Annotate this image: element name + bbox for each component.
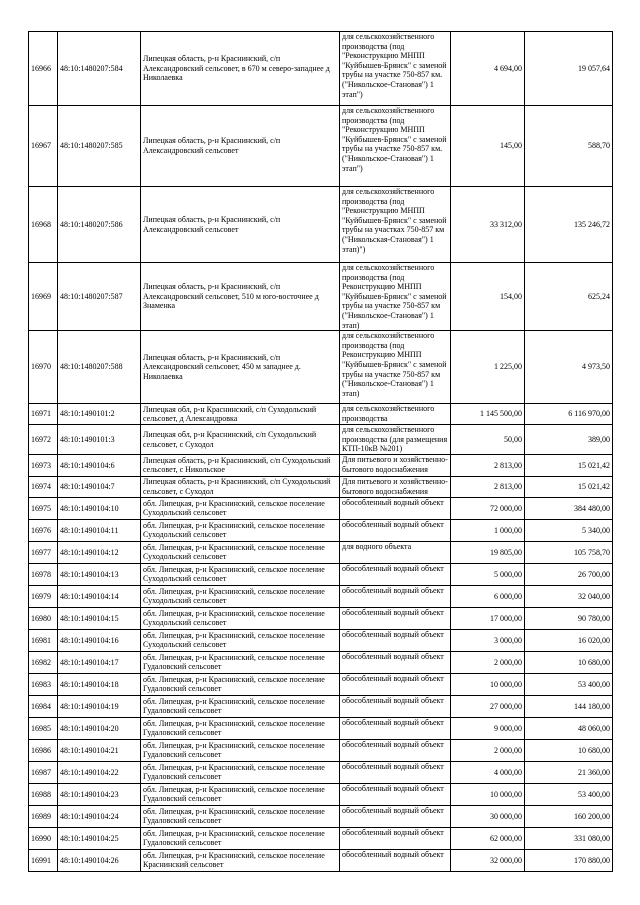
cadastral-value-cell: 5 340,00 <box>525 519 613 541</box>
permitted-use-cell: обособленный водный объект <box>340 717 451 739</box>
table-row <box>29 404 613 425</box>
area-cell: 1 000,00 <box>451 519 525 541</box>
area-cell: 6 000,00 <box>451 585 525 607</box>
cadastral-number-cell: 48:10:1490104:21 <box>58 739 141 761</box>
cadastral-number-cell: 48:10:1490104:22 <box>58 761 141 783</box>
area-cell: 2 813,00 <box>451 476 525 497</box>
cadastral-value-cell: 135 246,72 <box>525 187 613 263</box>
row-number-cell: 16974 <box>29 476 58 497</box>
table-row <box>29 541 613 563</box>
area-cell: 72 000,00 <box>451 497 525 519</box>
cadastral-number-cell: 48:10:1490104:24 <box>58 805 141 827</box>
area-cell: 32 000,00 <box>451 849 525 871</box>
cadastral-value-cell: 4 973,50 <box>525 331 613 404</box>
area-cell: 10 000,00 <box>451 783 525 805</box>
area-cell: 4 000,00 <box>451 761 525 783</box>
row-number-cell: 16966 <box>29 32 58 106</box>
address-cell: Липецкая область, р-н Краснинский, с/п Суходольский сельсовет, с Никольское <box>141 454 340 476</box>
row-number-cell: 16982 <box>29 651 58 673</box>
cadastral-value-cell: 19 057,64 <box>525 32 613 106</box>
permitted-use-cell: обособленный водный объект <box>340 651 451 673</box>
cadastral-value-cell: 10 680,00 <box>525 739 613 761</box>
permitted-use-cell: обособленный водный объект <box>340 805 451 827</box>
permitted-use-cell: для сельскохозяйственного производства (под Реконструкцию МНПП "Куйбышев-Брянск" с заменой трубы на участке 750-857 км ("Никольское-Становая") 1 этап) <box>340 331 451 404</box>
row-number-cell: 16991 <box>29 849 58 871</box>
cadastral-number-cell: 48:10:1480207:588 <box>58 331 141 404</box>
address-cell: обл. Липецкая, р-н Краснинский, сельское поселение Гудаловский сельсовет <box>141 783 340 805</box>
cadastral-value-cell: 384 480,00 <box>525 497 613 519</box>
cadastral-value-cell: 16 020,00 <box>525 629 613 651</box>
row-number-cell: 16976 <box>29 519 58 541</box>
cadastral-value-cell: 53 400,00 <box>525 673 613 695</box>
cadastral-number-cell: 48:10:1490104:17 <box>58 651 141 673</box>
cadastral-number-cell: 48:10:1480207:586 <box>58 187 141 263</box>
row-number-cell: 16975 <box>29 497 58 519</box>
permitted-use-cell: для водного объекта <box>340 541 451 563</box>
cadastral-number-cell: 48:10:1480207:585 <box>58 106 141 187</box>
table-row <box>29 585 613 607</box>
table-row <box>29 761 613 783</box>
cadastral-number-cell: 48:10:1490104:15 <box>58 607 141 629</box>
area-cell: 2 000,00 <box>451 651 525 673</box>
row-number-cell: 16969 <box>29 263 58 331</box>
address-cell: Липецкая обл, р-н Краснинский, с/п Суходольский сельсовет, с Суходол <box>141 425 340 455</box>
permitted-use-cell: Для питьевого и хозяйственно-бытового водоснабжения <box>340 476 451 497</box>
area-cell: 1 225,00 <box>451 331 525 404</box>
row-number-cell: 16985 <box>29 717 58 739</box>
table-row <box>29 607 613 629</box>
address-cell: Липецкая область, р-н Краснинский, с/п Александровский сельсовет, 450 м западнее д. Николаевка <box>141 331 340 404</box>
row-number-cell: 16973 <box>29 454 58 476</box>
cadastral-value-cell: 15 021,42 <box>525 454 613 476</box>
area-cell: 4 694,00 <box>451 32 525 106</box>
table-row <box>29 849 613 871</box>
permitted-use-cell: обособленный водный объект <box>340 563 451 585</box>
address-cell: обл. Липецкая, р-н Краснинский, сельское поселение Гудаловский сельсовет <box>141 695 340 717</box>
area-cell: 17 000,00 <box>451 607 525 629</box>
permitted-use-cell: обособленный водный объект <box>340 761 451 783</box>
table-body <box>29 32 613 872</box>
cadastral-number-cell: 48:10:1490101:2 <box>58 404 141 425</box>
table-row <box>29 263 613 331</box>
table-row <box>29 739 613 761</box>
cadastral-number-cell: 48:10:1490104:7 <box>58 476 141 497</box>
table-row <box>29 454 613 476</box>
permitted-use-cell: для сельскохозяйственного производства (под "Реконструкцию МНПП "Куйбышев-Брянск" с заменой трубы на участке 750-857 км. ("Никольское-Становая") 1 этап") <box>340 106 451 187</box>
cadastral-value-cell: 170 880,00 <box>525 849 613 871</box>
address-cell: Липецкая область, р-н Краснинский, с/п Суходольский сельсовет, с Суходол <box>141 476 340 497</box>
cadastral-number-cell: 48:10:1490104:26 <box>58 849 141 871</box>
row-number-cell: 16970 <box>29 331 58 404</box>
table-row <box>29 805 613 827</box>
area-cell: 1 145 500,00 <box>451 404 525 425</box>
permitted-use-cell: обособленный водный объект <box>340 739 451 761</box>
permitted-use-cell: для сельскохозяйственного производства (под Реконструкцию МНПП "Куйбышев-Брянск" с заменой трубы на участке 750-857 км ("Никольское-Становая") 1 этап) <box>340 263 451 331</box>
cadastral-number-cell: 48:10:1490104:13 <box>58 563 141 585</box>
cadastral-value-cell: 21 360,00 <box>525 761 613 783</box>
cadastral-number-cell: 48:10:1490104:6 <box>58 454 141 476</box>
cadastral-value-cell: 32 040,00 <box>525 585 613 607</box>
area-cell: 10 000,00 <box>451 673 525 695</box>
address-cell: обл. Липецкая, р-н Краснинский, сельское поселение Суходольский сельсовет <box>141 497 340 519</box>
address-cell: обл. Липецкая, р-н Краснинский, сельское поселение Суходольский сельсовет <box>141 563 340 585</box>
land-parcels-table <box>28 31 613 872</box>
row-number-cell: 16984 <box>29 695 58 717</box>
table-row <box>29 673 613 695</box>
cadastral-number-cell: 48:10:1490104:10 <box>58 497 141 519</box>
cadastral-number-cell: 48:10:1490104:19 <box>58 695 141 717</box>
table-row <box>29 32 613 106</box>
table-row <box>29 629 613 651</box>
address-cell: обл. Липецкая, р-н Краснинский, сельское поселение Гудаловский сельсовет <box>141 717 340 739</box>
address-cell: Липецкая обл, р-н Краснинский, с/п Суходольский сельсовет, д Александровка <box>141 404 340 425</box>
cadastral-value-cell: 26 700,00 <box>525 563 613 585</box>
permitted-use-cell: обособленный водный объект <box>340 783 451 805</box>
cadastral-value-cell: 105 758,70 <box>525 541 613 563</box>
permitted-use-cell: обособленный водный объект <box>340 519 451 541</box>
permitted-use-cell: для сельскохозяйственного производства <box>340 404 451 425</box>
table-row <box>29 187 613 263</box>
cadastral-value-cell: 10 680,00 <box>525 651 613 673</box>
cadastral-number-cell: 48:10:1490101:3 <box>58 425 141 455</box>
table-row <box>29 651 613 673</box>
cadastral-value-cell: 90 780,00 <box>525 607 613 629</box>
address-cell: Липецкая область, р-н Краснинский, с/п Александровский сельсовет, в 670 м северо-западнее д Николаевка <box>141 32 340 106</box>
table-row <box>29 783 613 805</box>
area-cell: 33 312,00 <box>451 187 525 263</box>
cadastral-number-cell: 48:10:1490104:14 <box>58 585 141 607</box>
row-number-cell: 16977 <box>29 541 58 563</box>
cadastral-number-cell: 48:10:1490104:20 <box>58 717 141 739</box>
address-cell: обл. Липецкая, р-н Краснинский, сельское поселение Краснинский сельсовет <box>141 849 340 871</box>
table-row <box>29 425 613 455</box>
address-cell: обл. Липецкая, р-н Краснинский, сельское поселение Суходольский сельсовет <box>141 585 340 607</box>
permitted-use-cell: обособленный водный объект <box>340 673 451 695</box>
permitted-use-cell: обособленный водный объект <box>340 585 451 607</box>
cadastral-value-cell: 588,70 <box>525 106 613 187</box>
table-row <box>29 519 613 541</box>
address-cell: обл. Липецкая, р-н Краснинский, сельское поселение Гудаловский сельсовет <box>141 651 340 673</box>
cadastral-value-cell: 160 200,00 <box>525 805 613 827</box>
area-cell: 145,00 <box>451 106 525 187</box>
row-number-cell: 16988 <box>29 783 58 805</box>
table-row <box>29 717 613 739</box>
cadastral-number-cell: 48:10:1490104:12 <box>58 541 141 563</box>
cadastral-number-cell: 48:10:1480207:584 <box>58 32 141 106</box>
row-number-cell: 16990 <box>29 827 58 849</box>
cadastral-value-cell: 48 060,00 <box>525 717 613 739</box>
row-number-cell: 16980 <box>29 607 58 629</box>
cadastral-value-cell: 389,00 <box>525 425 613 455</box>
area-cell: 50,00 <box>451 425 525 455</box>
permitted-use-cell: обособленный водный объект <box>340 695 451 717</box>
address-cell: обл. Липецкая, р-н Краснинский, сельское поселение Гудаловский сельсовет <box>141 827 340 849</box>
cadastral-number-cell: 48:10:1490104:16 <box>58 629 141 651</box>
cadastral-value-cell: 331 080,00 <box>525 827 613 849</box>
cadastral-number-cell: 48:10:1490104:23 <box>58 783 141 805</box>
row-number-cell: 16986 <box>29 739 58 761</box>
row-number-cell: 16978 <box>29 563 58 585</box>
cadastral-number-cell: 48:10:1490104:11 <box>58 519 141 541</box>
area-cell: 2 000,00 <box>451 739 525 761</box>
table-row <box>29 476 613 497</box>
permitted-use-cell: Для питьевого и хозяйственно-бытового водоснабжения <box>340 454 451 476</box>
permitted-use-cell: для сельскохозяйственного производства (под "Реконструкцию МНПП "Куйбышев-Брянск" с заменой трубы на участках 750-857 км ("Никольская-Становая") 1 этап)") <box>340 187 451 263</box>
cadastral-value-cell: 53 400,00 <box>525 783 613 805</box>
table-row <box>29 695 613 717</box>
row-number-cell: 16981 <box>29 629 58 651</box>
permitted-use-cell: обособленный водный объект <box>340 629 451 651</box>
row-number-cell: 16983 <box>29 673 58 695</box>
address-cell: Липецкая область, р-н Краснинский, с/п Александровский сельсовет <box>141 187 340 263</box>
row-number-cell: 16968 <box>29 187 58 263</box>
permitted-use-cell: обособленный водный объект <box>340 497 451 519</box>
address-cell: обл. Липецкая, р-н Краснинский, сельское поселение Гудаловский сельсовет <box>141 805 340 827</box>
row-number-cell: 16972 <box>29 425 58 455</box>
table-row <box>29 331 613 404</box>
area-cell: 62 000,00 <box>451 827 525 849</box>
area-cell: 5 000,00 <box>451 563 525 585</box>
table-row <box>29 563 613 585</box>
row-number-cell: 16987 <box>29 761 58 783</box>
table-row <box>29 827 613 849</box>
address-cell: обл. Липецкая, р-н Краснинский, сельское поселение Суходольский сельсовет <box>141 541 340 563</box>
permitted-use-cell: для сельскохозяйственного производства (для размещения КТП-10кВ №201) <box>340 425 451 455</box>
area-cell: 9 000,00 <box>451 717 525 739</box>
area-cell: 19 805,00 <box>451 541 525 563</box>
address-cell: Липецкая область, р-н Краснинский, с/п Александровский сельсовет <box>141 106 340 187</box>
cadastral-value-cell: 15 021,42 <box>525 476 613 497</box>
address-cell: обл. Липецкая, р-н Краснинский, сельское поселение Суходольский сельсовет <box>141 629 340 651</box>
address-cell: обл. Липецкая, р-н Краснинский, сельское поселение Суходольский сельсовет <box>141 607 340 629</box>
row-number-cell: 16979 <box>29 585 58 607</box>
area-cell: 27 000,00 <box>451 695 525 717</box>
area-cell: 2 813,00 <box>451 454 525 476</box>
row-number-cell: 16989 <box>29 805 58 827</box>
permitted-use-cell: обособленный водный объект <box>340 827 451 849</box>
row-number-cell: 16967 <box>29 106 58 187</box>
table-row <box>29 106 613 187</box>
area-cell: 30 000,00 <box>451 805 525 827</box>
area-cell: 154,00 <box>451 263 525 331</box>
address-cell: Липецкая область, р-н Краснинский, с/п Александровский сельсовет, 510 м юго-восточнее д Знаменка <box>141 263 340 331</box>
permitted-use-cell: для сельскохозяйственного производства (под "Реконструкцию МНПП "Куйбышев-Брянск" с заменой трубы на участке 750-857 км. ("Никольское-Становая") 1 этап") <box>340 32 451 106</box>
address-cell: обл. Липецкая, р-н Краснинский, сельское поселение Гудаловский сельсовет <box>141 761 340 783</box>
address-cell: обл. Липецкая, р-н Краснинский, сельское поселение Гудаловский сельсовет <box>141 673 340 695</box>
cadastral-value-cell: 144 180,00 <box>525 695 613 717</box>
permitted-use-cell: обособленный водный объект <box>340 607 451 629</box>
address-cell: обл. Липецкая, р-н Краснинский, сельское поселение Суходольский сельсовет <box>141 519 340 541</box>
cadastral-value-cell: 6 116 970,00 <box>525 404 613 425</box>
address-cell: обл. Липецкая, р-н Краснинский, сельское поселение Гудаловский сельсовет <box>141 739 340 761</box>
table-row <box>29 497 613 519</box>
cadastral-number-cell: 48:10:1490104:25 <box>58 827 141 849</box>
cadastral-value-cell: 625,24 <box>525 263 613 331</box>
permitted-use-cell: обособленный водный объект <box>340 849 451 871</box>
cadastral-number-cell: 48:10:1490104:18 <box>58 673 141 695</box>
row-number-cell: 16971 <box>29 404 58 425</box>
cadastral-number-cell: 48:10:1480207:587 <box>58 263 141 331</box>
area-cell: 3 000,00 <box>451 629 525 651</box>
